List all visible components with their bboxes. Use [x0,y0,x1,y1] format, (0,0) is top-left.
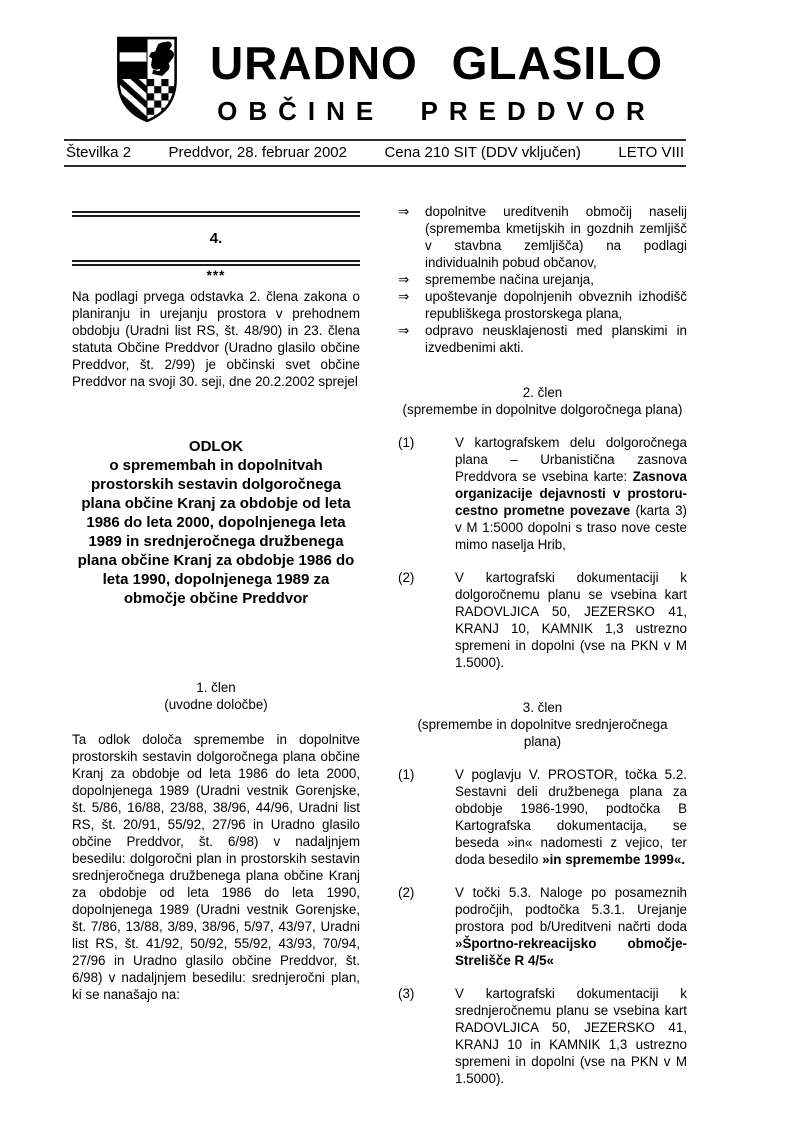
item-text-post: (karta 3) v M 1:5000 dopolni s traso nove ceste mimo naselja Hrib, [455,503,688,552]
list-item-text: dopolnitve ureditvenih območij naselij (sprememba kmetijskih in gozdnih zemljišč v stavbna zemljišča) na podlagi individualnih pobud občanov, [425,204,687,270]
masthead-titles [186,36,687,127]
decree-sequence-number: 4. [209,230,223,247]
item-text-pre: V točki 5.3. Naloge po posameznih področjih, podtočka 5.3.1. Urejanje prostora pod b/Ureditveni načrti doda [455,885,687,934]
item-text-pre: V kartografskem delu dolgoročnega plana – Urbanistična zasnova Preddvora se vsebina karte: [455,435,687,484]
issue-place-date: Preddvor, 28. februar 2002 [168,144,347,161]
issue-number: Številka 2 [66,144,132,161]
item-number-label: (2) [398,570,415,585]
item-text [455,434,687,553]
article-3-item-3 [398,985,687,1087]
item-text [455,884,687,969]
issue-info-bar [64,139,686,167]
amendment-scope-list [398,203,687,356]
article-2-subheading: (spremembe in dopolnitve dolgoročnega plana) [402,402,683,417]
item-text [455,985,687,1087]
list-item [398,271,687,288]
article-3-heading: 3. člen [522,700,563,715]
right-column [398,203,687,1087]
item-text [455,766,687,868]
list-item-text: spremembe načina urejanja, [425,272,594,287]
item-text-pre: V poglavju V. PROSTOR, točka 5.2. Sestavni deli družbenega plana za obdobje 1986-1990, podtočka B Kartografska dokumentacija, se beseda »in« nadomesti z vejico, ter doda besedilo [455,767,687,867]
list-item [398,288,687,322]
coat-of-arms-icon [116,36,178,124]
article-1-subheading: (uvodne določbe) [164,697,268,712]
article-2-item-2 [398,569,687,671]
item-number-label: (3) [398,986,415,1001]
decree-subtitle: o spremembah in dopolnitvah prostorskih sestavin dolgoročnega plana občine Kranj za obdobje od leta 1986 do leta 2000, dopolnjenega leta 1989 in srednjeročnega družbenega plana občine Kranj za obdobje 1986 do leta 1990, dopolnjenega 1989 za območje občine Preddvor [77,457,355,607]
item-text-pre: V kartografski dokumentaciji k srednjeročnemu planu se vsebina kart RADOVLJICA 50, JEZERSKO 41, KRANJ 10 in KAMNIK 1,3 ustrezno spremeni in dopolni (vse na PKN v M 1.5000). [455,986,687,1086]
gazette-subtitle: OBČINE PREDDVOR [217,96,656,126]
left-column [72,211,360,1003]
gazette-title: URADNO GLASILO [209,37,664,89]
article-2-heading: 2. člen [522,385,563,400]
item-text-bold: »Športno-rekreacijsko območje-Strelišče R 4/5« [455,936,687,968]
article-1-heading: 1. člen [196,680,236,695]
article-2 [398,384,687,671]
list-item-text: odpravo neusklajenosti med planskimi in izvedbenimi akti. [425,323,687,355]
decree-title: ODLOK [188,438,244,455]
item-number-label: (1) [398,435,415,450]
item-text-bold: »in spremembe 1999«. [542,852,686,867]
preamble-paragraph: Na podlagi prvega odstavka 2. člena zakona o planiranju in urejanju prostora v prehodnem obdobju (Uradni list RS, št. 48/90) in 23. člena statuta Občine Preddvor (Uradno glasilo občine Preddvor, št. 2/99) je občinski svet občine Preddvor na svoji 30. seji, dne 20.2.2002 sprejel [72,289,360,389]
issue-price: Cena 210 SIT (DDV vključen) [384,144,581,161]
article-1 [72,679,360,1003]
article-3-item-1 [398,766,687,868]
separator-rule-bottom [72,260,360,266]
article-3-item-2 [398,884,687,969]
item-text-pre: V kartografski dokumentaciji k dolgoročnemu planu se vsebina kart RADOVLJICA 50, JEZERSKO 41, KRANJ 10, KAMNIK 1,3 ustrezno spremeni in dopolni (vse na PKN v M 1.5000). [455,570,687,670]
article-3 [398,699,687,1087]
double-arrow-icon: ⇒ [398,204,410,219]
decree-title-block [72,437,360,608]
item-text-bold: Zasnova organizacije dejavnosti v prostoru-cestno prometne povezave [455,469,687,518]
issue-year: LETO VIII [618,144,684,161]
item-text [455,569,687,671]
double-arrow-icon: ⇒ [398,289,410,304]
list-item [398,322,687,356]
stars-separator: *** [206,268,226,283]
article-2-item-1 [398,434,687,553]
list-item [398,203,687,271]
item-number-label: (2) [398,885,415,900]
double-arrow-icon: ⇒ [398,323,410,338]
article-1-body: Ta odlok določa spremembe in dopolnitve prostorskih sestavin dolgoročnega plana občine Kranj za obdobje od leta 1986 do leta 2000, dopolnjenega 1989 (Uradni vestnik Gorenjske, št. 5/86, 16/88, 23/88, 38/96, 44/96, Uradni list RS, št. 20/91, 55/92, 27/96 in Uradno glasilo občine Preddvor, št. 6/98) v nadaljnjem besedilu: dolgoročni plan in prostorskih sestavin srednjeročnega družbenega plana občine Kranj za obdobje od leta 1986 do leta 1990, dopolnjenega 1989 (Uradni vestnik Gorenjske, št. 7/86, 13/88, 3/89, 38/96, 5/97, 43/97, Uradni list RS, št. 41/92, 50/92, 55/92, 43/93, 70/94, 27/96 in Uradno glasilo občine Preddvor, št. 6/98) v nadaljnjem besedilu: srednjeročni plan, ki se nanašajo na: [72,732,360,1002]
article-3-subheading: (spremembe in dopolnitve srednjeročnega plana) [417,717,668,749]
masthead [116,36,687,127]
list-item-text: upoštevanje dopolnjenih obveznih izhodišč republiškega prostorskega plana, [425,289,687,321]
double-arrow-icon: ⇒ [398,272,410,287]
item-number-label: (1) [398,767,415,782]
